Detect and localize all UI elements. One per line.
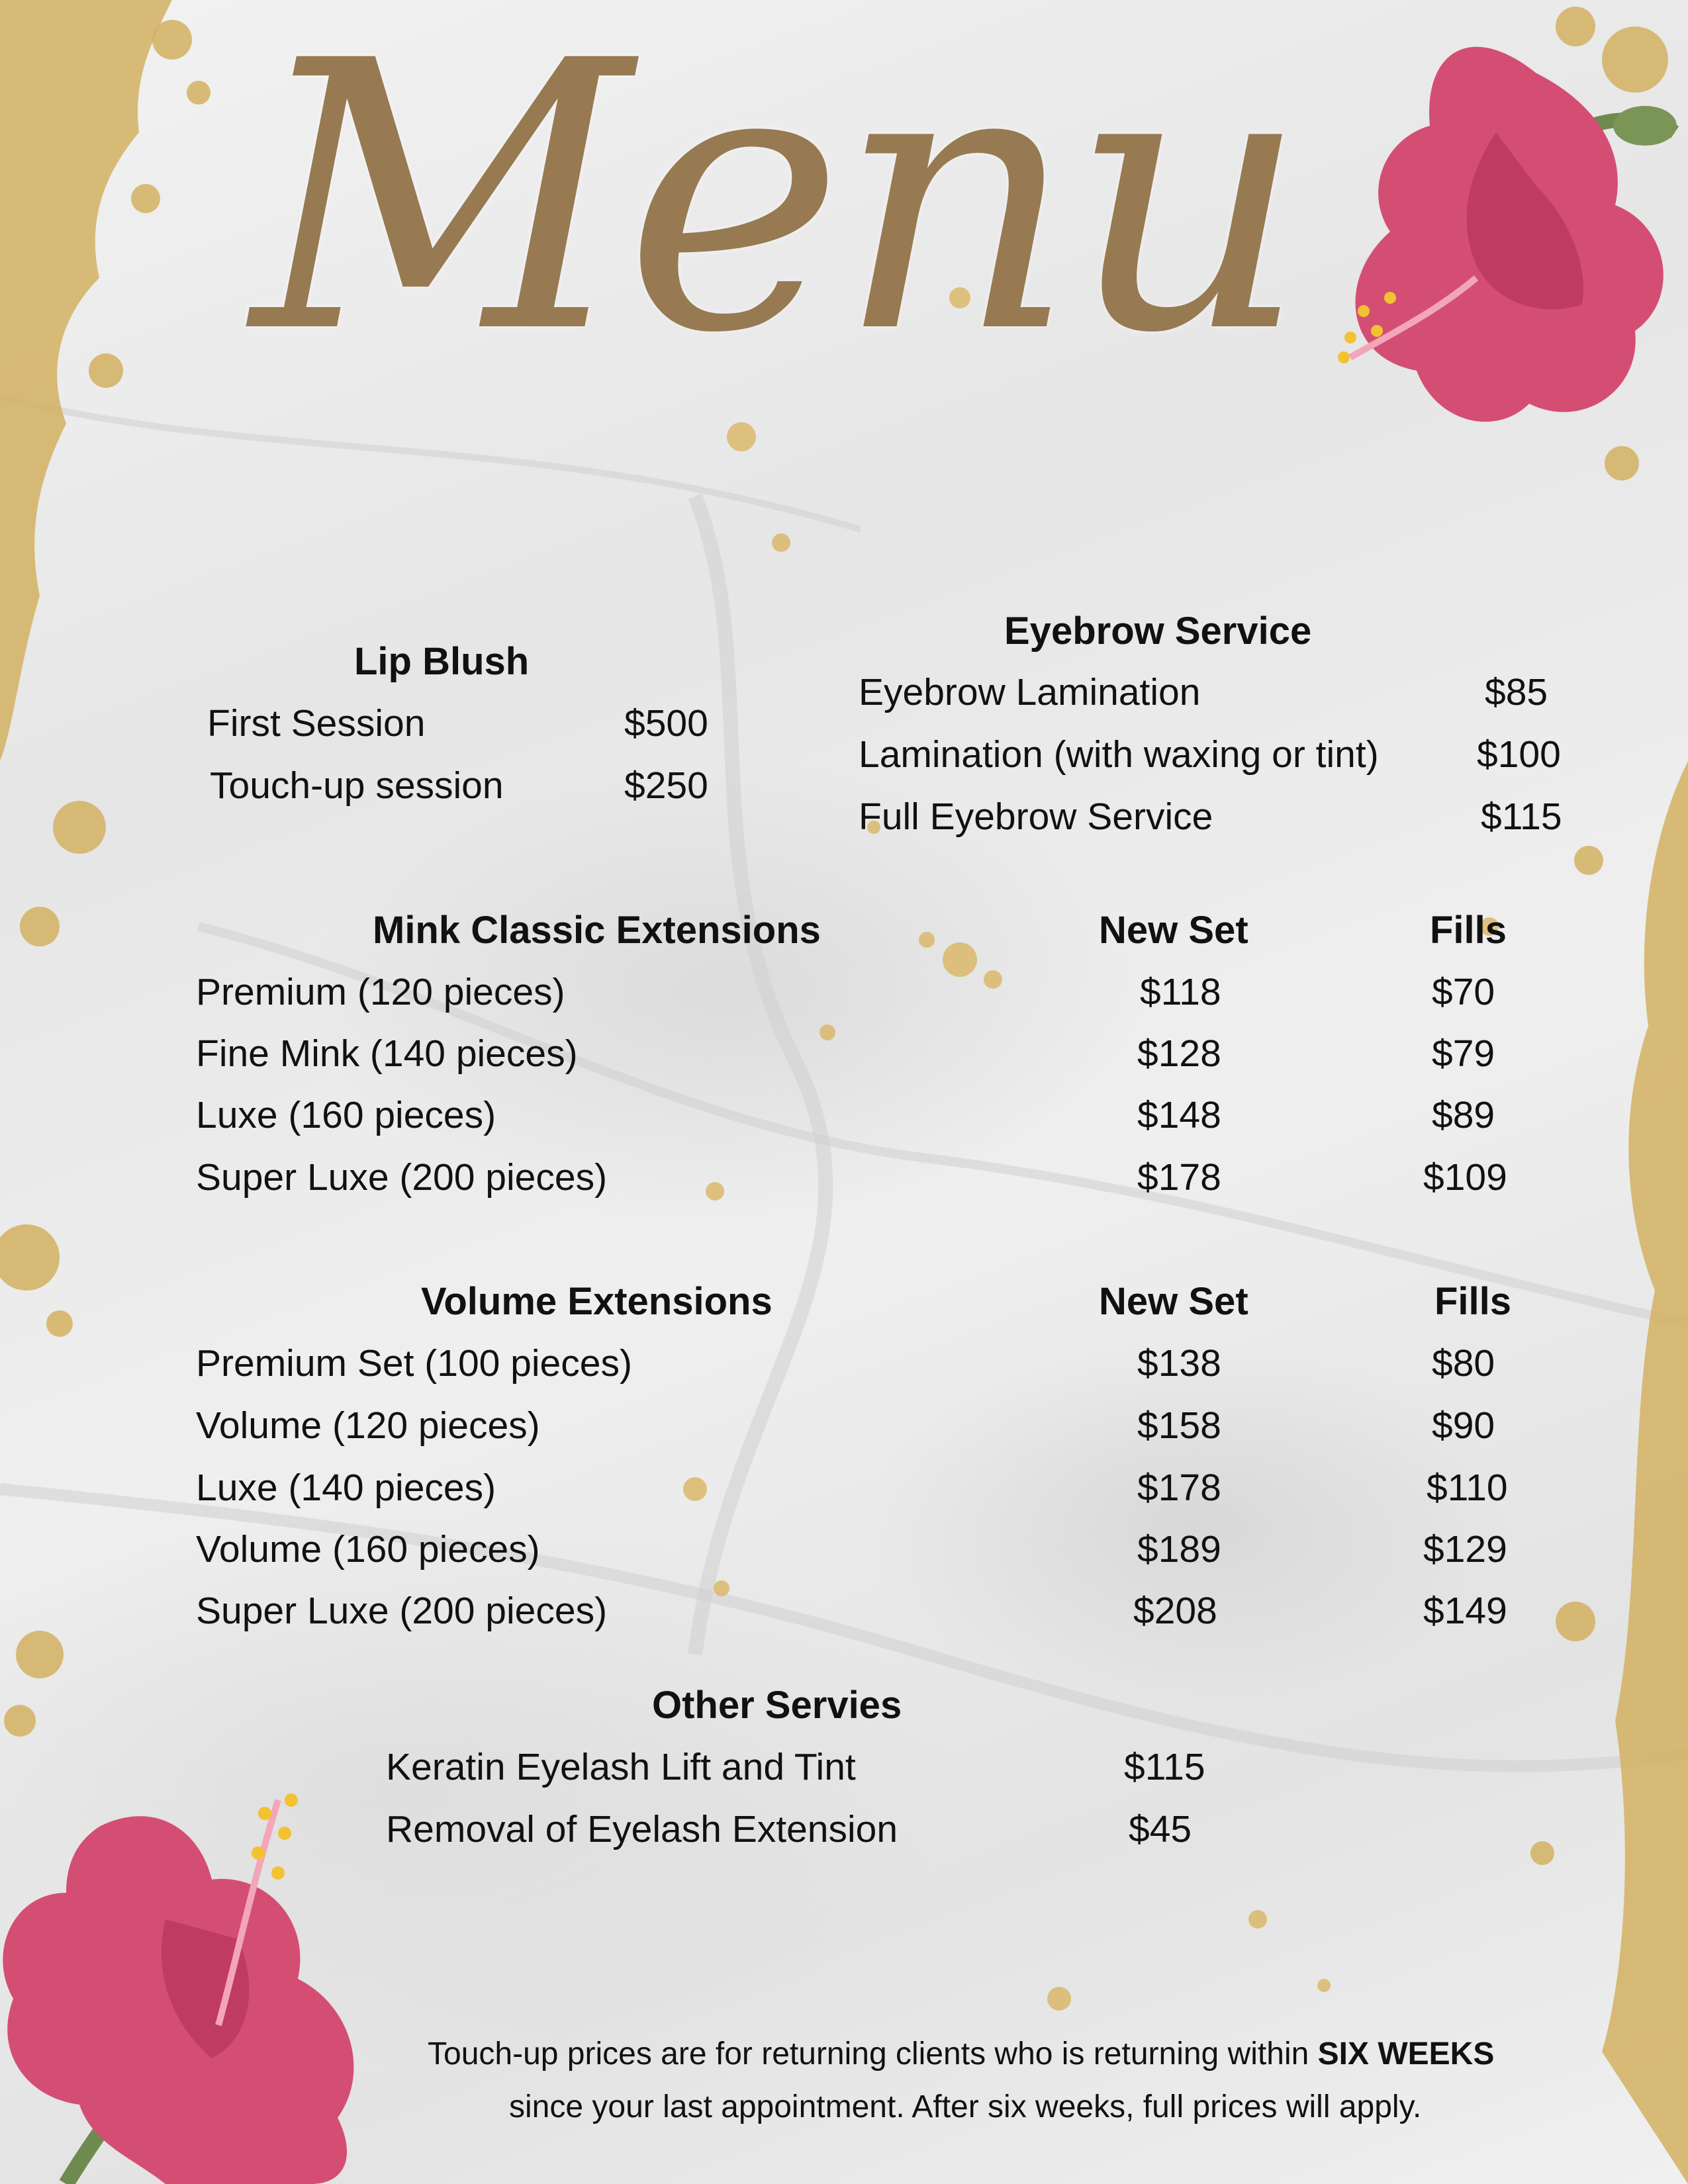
mink-row-fills: $89 — [1432, 1094, 1495, 1136]
other-heading: Other Servies — [652, 1684, 902, 1727]
eyebrow-item-price: $85 — [1485, 671, 1548, 713]
eyebrow-heading: Eyebrow Service — [1004, 610, 1312, 653]
mink-row-fills: $79 — [1432, 1032, 1495, 1075]
volume-row-name: Volume (160 pieces) — [196, 1528, 540, 1570]
volume-row-new: $178 — [1137, 1467, 1221, 1509]
other-item-name: Keratin Eyelash Lift and Tint — [386, 1746, 856, 1788]
eyebrow-item-name: Full Eyebrow Service — [859, 796, 1213, 838]
eyebrow-item-name: Eyebrow Lamination — [859, 671, 1201, 713]
menu-title: Menu — [252, 0, 1302, 414]
mink-col-fills: Fills — [1430, 909, 1507, 952]
mink-row-new: $178 — [1137, 1156, 1221, 1199]
footer-line-2: since your last appointment. After six weeks, full prices will apply. — [509, 2089, 1422, 2124]
mink-row-fills: $70 — [1432, 971, 1495, 1013]
volume-row-new: $138 — [1137, 1342, 1221, 1385]
volume-col-fills: Fills — [1434, 1280, 1512, 1323]
mink-row-name: Luxe (160 pieces) — [196, 1094, 496, 1136]
volume-row-fills: $129 — [1423, 1528, 1507, 1570]
mink-row-name: Super Luxe (200 pieces) — [196, 1156, 608, 1199]
volume-row-name: Super Luxe (200 pieces) — [196, 1590, 608, 1632]
mink-row-new: $148 — [1137, 1094, 1221, 1136]
mink-row-new: $118 — [1140, 971, 1221, 1013]
other-item-name: Removal of Eyelash Extension — [386, 1808, 898, 1850]
eyebrow-item-price: $115 — [1481, 796, 1562, 838]
lip-blush-heading: Lip Blush — [354, 640, 530, 683]
volume-row-fills: $149 — [1423, 1590, 1507, 1632]
footer-line-1-text: Touch-up prices are for returning clients who is returning within — [428, 2036, 1318, 2071]
footer-emphasis: SIX WEEKS — [1317, 2036, 1495, 2071]
mink-col-new-set: New Set — [1099, 909, 1248, 952]
eyebrow-item-price: $100 — [1477, 733, 1561, 776]
mink-row-name: Fine Mink (140 pieces) — [196, 1032, 578, 1075]
mink-heading: Mink Classic Extensions — [373, 909, 821, 952]
volume-row-fills: $80 — [1432, 1342, 1495, 1385]
lip-blush-item-price: $250 — [624, 764, 708, 807]
lip-blush-item-name: Touch-up session — [210, 764, 504, 807]
mink-row-fills: $109 — [1423, 1156, 1507, 1199]
volume-col-new-set: New Set — [1099, 1280, 1248, 1323]
hibiscus-bottom-left — [3, 1794, 353, 2184]
other-item-price: $45 — [1129, 1808, 1192, 1850]
hibiscus-top-right — [1338, 47, 1677, 422]
mink-row-name: Premium (120 pieces) — [196, 971, 565, 1013]
footer-line-1 — [428, 2036, 1494, 2072]
lip-blush-item-name: First Session — [207, 702, 426, 745]
volume-row-name: Premium Set (100 pieces) — [196, 1342, 632, 1385]
eyebrow-item-name: Lamination (with waxing or tint) — [859, 733, 1379, 776]
volume-heading: Volume Extensions — [421, 1280, 773, 1323]
mink-row-new: $128 — [1137, 1032, 1221, 1075]
other-item-price: $115 — [1124, 1746, 1205, 1788]
gold-splatter-left — [0, 0, 211, 1737]
volume-row-new: $158 — [1137, 1404, 1221, 1447]
volume-row-name: Luxe (140 pieces) — [196, 1467, 496, 1509]
volume-row-fills: $110 — [1427, 1467, 1508, 1509]
volume-row-new: $189 — [1137, 1528, 1221, 1570]
lip-blush-item-price: $500 — [624, 702, 708, 745]
volume-row-name: Volume (120 pieces) — [196, 1404, 540, 1447]
volume-row-fills: $90 — [1432, 1404, 1495, 1447]
volume-row-new: $208 — [1133, 1590, 1217, 1632]
